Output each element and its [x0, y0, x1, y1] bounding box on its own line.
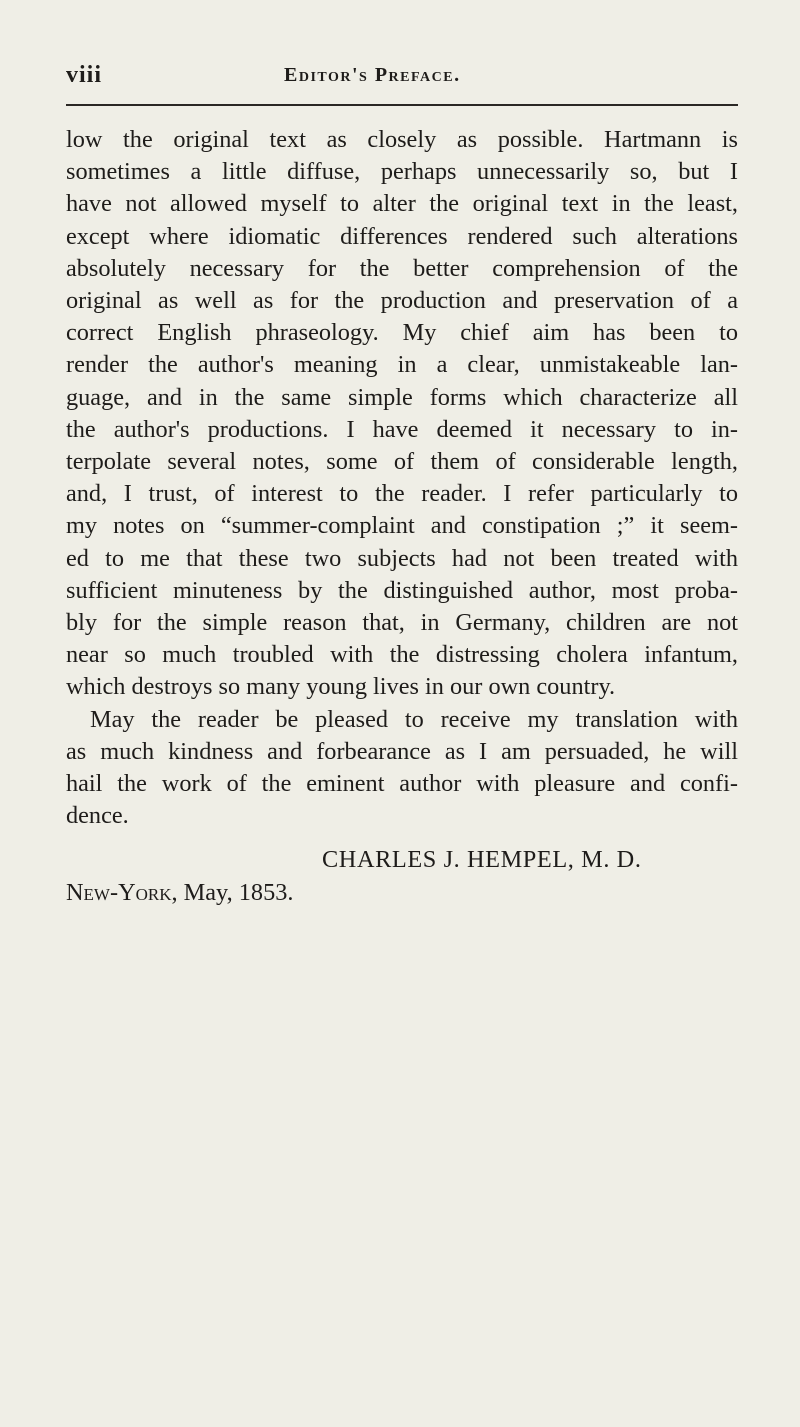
text-line: terpolate several notes, some of them of considerable length,: [66, 448, 738, 476]
text-line: original as well as for the production and preservation of a: [66, 287, 738, 315]
text-line: May the reader be pleased to receive my translation with: [90, 705, 738, 733]
text-line: and, I trust, of interest to the reader. I refer particularly to: [66, 480, 738, 508]
text-line: which destroys so many young lives in our own country.: [66, 673, 616, 701]
signature: CHARLES J. HEMPEL, M. D.: [322, 846, 642, 873]
page-number: viii: [66, 62, 103, 88]
preface-body: [66, 124, 738, 832]
dateline-place: New-York,: [66, 879, 178, 906]
text-line: hail the work of the eminent author with pleasure and confi-: [66, 770, 738, 798]
text-line: dence.: [66, 802, 129, 830]
text-line: absolutely necessary for the better comprehension of the: [66, 254, 738, 282]
dateline: [66, 879, 293, 907]
running-head-title: Editor's Preface.: [284, 64, 461, 86]
text-line: bly for the simple reason that, in Germany, children are not: [66, 609, 738, 637]
text-line: guage, and in the same simple forms which characterize all: [66, 383, 738, 411]
text-line: low the original text as closely as possible. Hartmann is: [66, 126, 738, 153]
text-line: the author's productions. I have deemed it necessary to in-: [66, 415, 738, 443]
text-line: my notes on “summer-complaint and constipation ;” it seem-: [66, 512, 738, 540]
text-line: except where idiomatic differences rendered such alterations: [66, 222, 738, 250]
text-line: correct English phraseology. My chief aim has been to: [66, 319, 738, 347]
text-line: near so much troubled with the distressing cholera infantum,: [66, 641, 738, 669]
text-line: sometimes a little diffuse, perhaps unnecessarily so, but I: [66, 158, 738, 186]
running-header: [66, 62, 738, 98]
text-line: have not allowed myself to alter the original text in the least,: [66, 190, 738, 218]
text-line: as much kindness and forbearance as I am persuaded, he will: [66, 737, 738, 765]
text-line: ed to me that these two subjects had not been treated with: [66, 544, 738, 572]
text-line: sufficient minuteness by the distinguished author, most proba-: [66, 576, 738, 604]
text-line: render the author's meaning in a clear, unmistakeable lan-: [66, 351, 738, 379]
dateline-date: May, 1853.: [183, 879, 294, 906]
header-rule: [66, 104, 738, 106]
